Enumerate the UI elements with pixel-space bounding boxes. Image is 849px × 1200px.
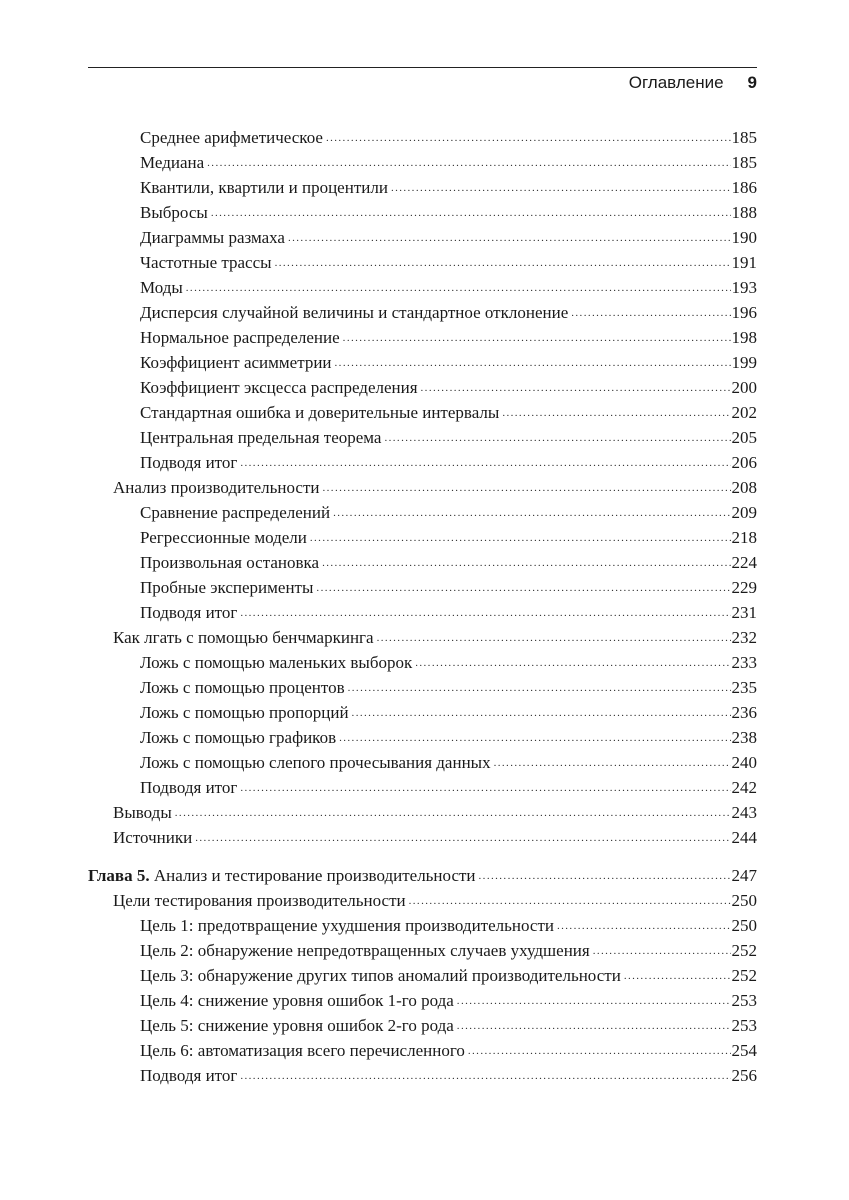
toc-entry-page: 193 xyxy=(731,278,757,297)
toc-entry[interactable] xyxy=(140,936,757,961)
toc-entry-lying-benchmarking[interactable] xyxy=(113,623,757,648)
toc-entry-label: Ложь с помощью маленьких выборок xyxy=(140,653,413,672)
dot-leader xyxy=(624,966,731,986)
toc-entry-label: Цель 1: предотвращение ухудшения производительности xyxy=(140,916,554,935)
toc-entry-page: 205 xyxy=(731,428,757,447)
dot-leader xyxy=(323,478,731,498)
toc-entry-page: 252 xyxy=(731,966,757,985)
toc-entry-page: 196 xyxy=(731,303,757,322)
toc-entry-label: Подводя итог xyxy=(140,778,238,797)
running-head xyxy=(629,71,757,95)
toc-entry-page: 209 xyxy=(731,503,757,522)
toc-entry[interactable] xyxy=(140,598,757,623)
toc-entry-label: Медиана xyxy=(140,153,205,172)
toc-entry[interactable] xyxy=(140,548,757,573)
dot-leader xyxy=(479,866,731,886)
toc-entry[interactable] xyxy=(140,348,757,373)
toc-entry-page: 229 xyxy=(731,578,757,597)
chapter-title: Анализ и тестирование производительности xyxy=(153,866,476,885)
toc-entry-label: Ложь с помощью процентов xyxy=(140,678,345,697)
toc-entry-label: Сравнение распределений xyxy=(140,503,331,522)
toc-entry-page: 250 xyxy=(731,891,757,910)
toc-entry[interactable] xyxy=(140,748,757,773)
toc-entry[interactable] xyxy=(140,723,757,748)
toc-entry[interactable] xyxy=(140,498,757,523)
toc-entry-page: 250 xyxy=(731,916,757,935)
toc-entry[interactable] xyxy=(140,648,757,673)
toc-entry-label: Цель 6: автоматизация всего перечисленного xyxy=(140,1041,465,1060)
toc-entry[interactable] xyxy=(140,448,757,473)
toc-entry-label: Частотные трассы xyxy=(140,253,272,272)
dot-leader xyxy=(343,328,731,348)
toc-entry-page: 208 xyxy=(731,478,757,497)
toc-entry-page: 231 xyxy=(731,603,757,622)
toc-entry-label: Квантили, квартили и процентили xyxy=(140,178,388,197)
toc-entry-page: 254 xyxy=(731,1041,757,1060)
toc-section-lying xyxy=(0,648,849,798)
toc-entry-page: 253 xyxy=(731,991,757,1010)
toc-entry-label: Ложь с помощью графиков xyxy=(140,728,337,747)
toc-entry-page: 242 xyxy=(731,778,757,797)
dot-leader xyxy=(195,828,730,848)
toc-entry-label: Цели тестирования производительности xyxy=(113,891,406,910)
dot-leader xyxy=(571,303,730,323)
dot-leader xyxy=(409,891,731,911)
toc-entry[interactable] xyxy=(140,273,757,298)
toc-entry[interactable] xyxy=(140,123,757,148)
toc-entry-page: 244 xyxy=(731,828,757,847)
toc-entry[interactable] xyxy=(140,148,757,173)
dot-leader xyxy=(339,728,730,748)
toc-entry-label: Моды xyxy=(140,278,183,297)
toc-entry-label: Подводя итог xyxy=(140,453,238,472)
dot-leader xyxy=(240,778,730,798)
dot-leader xyxy=(240,1066,730,1086)
toc-entry-page: 253 xyxy=(731,1016,757,1035)
toc-entry-label: Среднее арифметическое xyxy=(140,128,323,147)
toc-entry[interactable] xyxy=(140,198,757,223)
toc-entry-page: 224 xyxy=(731,553,757,572)
toc-section-testing-goals xyxy=(0,911,849,1086)
toc-entry[interactable] xyxy=(140,223,757,248)
toc-entry-page: 235 xyxy=(731,678,757,697)
table-of-contents xyxy=(0,123,849,1086)
toc-entry-testing-goals[interactable] xyxy=(113,886,757,911)
toc-entry-page: 256 xyxy=(731,1066,757,1085)
toc-entry-page: 233 xyxy=(731,653,757,672)
toc-section-statistics xyxy=(0,123,849,473)
toc-entry[interactable] xyxy=(140,1061,757,1086)
dot-leader xyxy=(211,203,731,223)
dot-leader xyxy=(502,403,730,423)
toc-entry-page: 188 xyxy=(731,203,757,222)
toc-entry-page: 232 xyxy=(731,628,757,647)
toc-entry-page: 206 xyxy=(731,453,757,472)
toc-entry-page: 236 xyxy=(731,703,757,722)
chapter-prefix: Глава 5. xyxy=(88,866,150,885)
toc-entry-label: Произвольная остановка xyxy=(140,553,320,572)
toc-entry-page: 200 xyxy=(731,378,757,397)
toc-chapter-label xyxy=(88,866,479,886)
dot-leader xyxy=(457,991,731,1011)
dot-leader xyxy=(352,703,731,723)
toc-entry[interactable] xyxy=(140,1011,757,1036)
toc-entry-page: 218 xyxy=(731,528,757,547)
toc-entry-label: Диаграммы размаха xyxy=(140,228,285,247)
toc-entry-label: Источники xyxy=(113,828,193,847)
toc-entry-label: Ложь с помощью пропорций xyxy=(140,703,349,722)
dot-leader xyxy=(310,528,731,548)
dot-leader xyxy=(186,278,731,298)
chapter-spacer xyxy=(0,848,849,861)
toc-entry-page: 247 xyxy=(731,866,757,885)
toc-entry-label: Как лгать с помощью бенчмаркинга xyxy=(113,628,374,647)
toc-entry-conclusions[interactable] xyxy=(113,798,757,823)
dot-leader xyxy=(391,178,731,198)
dot-leader xyxy=(175,803,731,823)
toc-entry-page: 186 xyxy=(731,178,757,197)
dot-leader xyxy=(275,253,731,273)
toc-entry-label: Регрессионные модели xyxy=(140,528,307,547)
toc-entry[interactable] xyxy=(140,1036,757,1061)
dot-leader xyxy=(288,228,731,248)
toc-entry[interactable] xyxy=(140,373,757,398)
toc-entry-page: 243 xyxy=(731,803,757,822)
toc-entry[interactable] xyxy=(140,423,757,448)
toc-entry[interactable] xyxy=(140,298,757,323)
toc-entry-page: 252 xyxy=(731,941,757,960)
toc-entry-page: 238 xyxy=(731,728,757,747)
toc-entry-page: 198 xyxy=(731,328,757,347)
toc-section-performance-analysis xyxy=(0,498,849,623)
dot-leader xyxy=(384,428,730,448)
dot-leader xyxy=(326,128,731,148)
toc-entry-page: 185 xyxy=(731,153,757,172)
toc-entry-label: Цель 4: снижение уровня ошибок 1-го рода xyxy=(140,991,454,1010)
toc-entry-page: 185 xyxy=(731,128,757,147)
toc-entry[interactable] xyxy=(140,698,757,723)
toc-entry-label: Дисперсия случайной величины и стандартное отклонение xyxy=(140,303,569,322)
dot-leader xyxy=(333,503,730,523)
dot-leader xyxy=(468,1041,731,1061)
toc-entry[interactable] xyxy=(140,173,757,198)
dot-leader xyxy=(557,916,731,936)
toc-entry[interactable] xyxy=(140,323,757,348)
dot-leader xyxy=(240,603,730,623)
toc-entry-label: Цель 2: обнаружение непредотвращенных случаев ухудшения xyxy=(140,941,590,960)
dot-leader xyxy=(415,653,730,673)
toc-entry[interactable] xyxy=(140,248,757,273)
toc-entry-sources[interactable] xyxy=(113,823,757,848)
toc-entry-label: Центральная предельная теорема xyxy=(140,428,382,447)
toc-entry[interactable] xyxy=(140,673,757,698)
toc-entry-page: 190 xyxy=(731,228,757,247)
toc-entry-page: 202 xyxy=(731,403,757,422)
toc-entry-page: 240 xyxy=(731,753,757,772)
toc-entry-label: Коэффициент эксцесса распределения xyxy=(140,378,418,397)
header-rule xyxy=(88,67,757,68)
toc-entry[interactable] xyxy=(140,961,757,986)
toc-entry-label: Пробные эксперименты xyxy=(140,578,314,597)
toc-entry-label: Цель 3: обнаружение других типов аномалий производительности xyxy=(140,966,621,985)
dot-leader xyxy=(377,628,731,648)
toc-entry-label: Нормальное распределение xyxy=(140,328,340,347)
page-number: 9 xyxy=(747,73,757,92)
toc-entry-page: 199 xyxy=(731,353,757,372)
dot-leader xyxy=(593,941,731,961)
toc-entry-page: 191 xyxy=(731,253,757,272)
toc-entry-label: Ложь с помощью слепого прочесывания данных xyxy=(140,753,491,772)
toc-entry-label: Цель 5: снижение уровня ошибок 2-го рода xyxy=(140,1016,454,1035)
toc-entry[interactable] xyxy=(140,911,757,936)
toc-entry-label: Коэффициент асимметрии xyxy=(140,353,332,372)
dot-leader xyxy=(494,753,731,773)
dot-leader xyxy=(335,353,731,373)
toc-entry-label: Анализ производительности xyxy=(113,478,320,497)
dot-leader xyxy=(322,553,730,573)
dot-leader xyxy=(348,678,731,698)
toc-entry-label: Выводы xyxy=(113,803,172,822)
toc-entry-label: Подводя итог xyxy=(140,603,238,622)
toc-entry-label: Стандартная ошибка и доверительные интервалы xyxy=(140,403,500,422)
toc-entry[interactable] xyxy=(140,986,757,1011)
dot-leader xyxy=(240,453,730,473)
toc-entry[interactable] xyxy=(140,573,757,598)
toc-entry[interactable] xyxy=(140,523,757,548)
dot-leader xyxy=(316,578,730,598)
toc-entry-label: Подводя итог xyxy=(140,1066,238,1085)
dot-leader xyxy=(207,153,730,173)
dot-leader xyxy=(421,378,731,398)
toc-entry[interactable] xyxy=(140,773,757,798)
running-head-title: Оглавление xyxy=(628,73,724,92)
toc-entry[interactable] xyxy=(140,398,757,423)
dot-leader xyxy=(457,1016,731,1036)
toc-entry-chapter-5[interactable] xyxy=(88,861,757,886)
toc-entry-performance-analysis[interactable] xyxy=(113,473,757,498)
toc-entry-label: Выбросы xyxy=(140,203,208,222)
